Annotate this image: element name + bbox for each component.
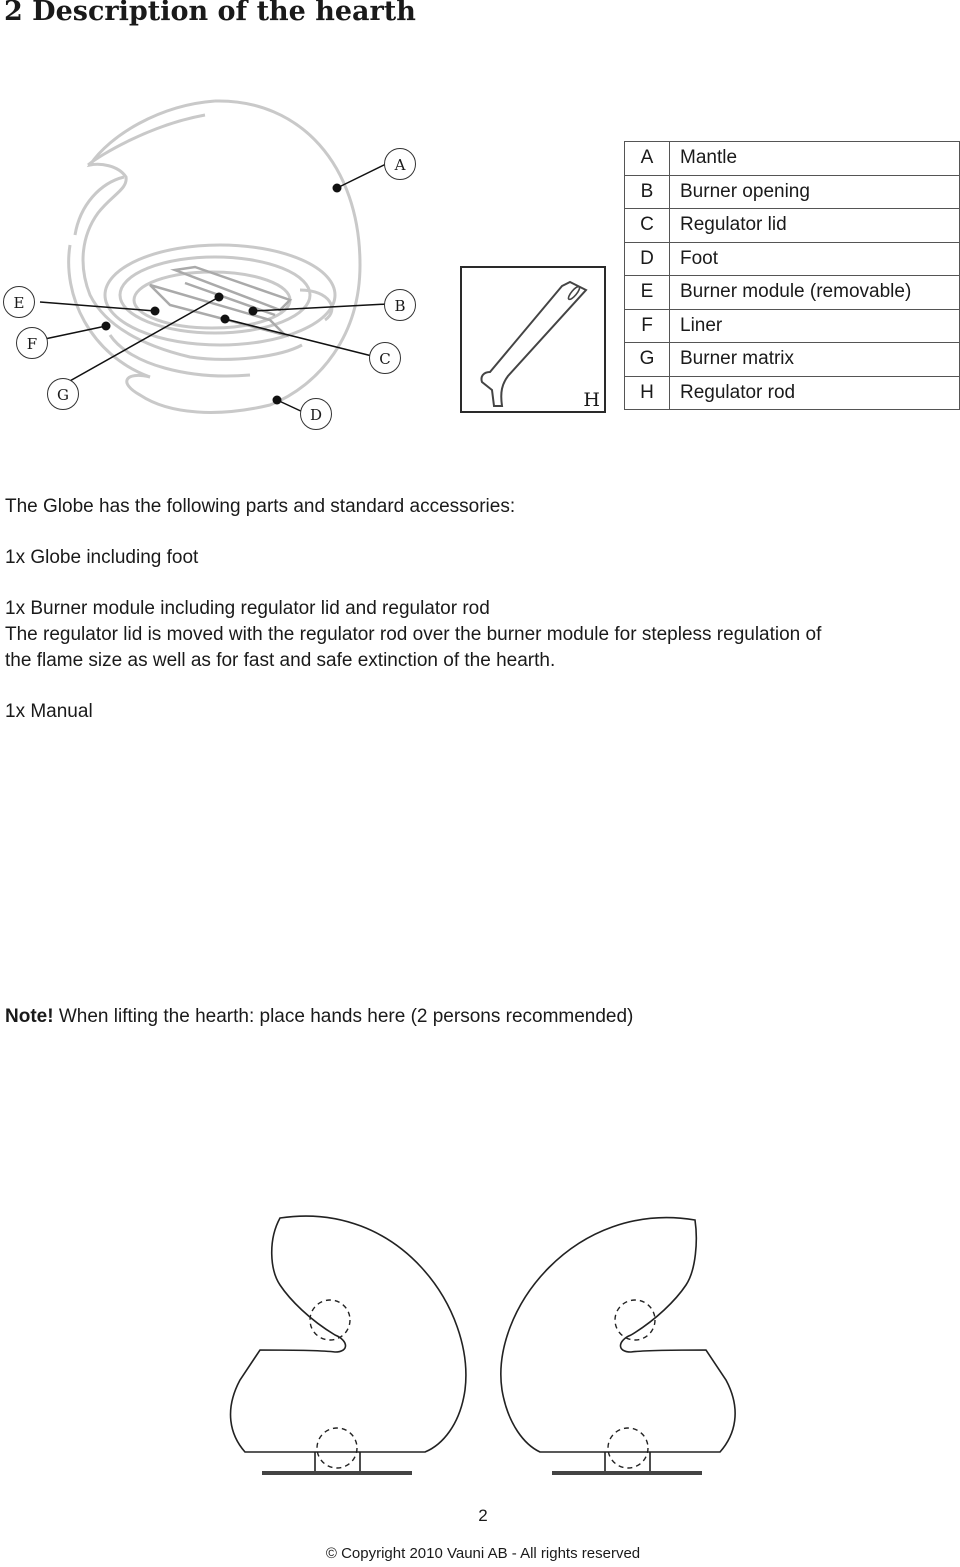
callout-e: E [3, 286, 35, 318]
regulator-rod-figure [460, 266, 606, 413]
part-letter: B [625, 175, 670, 209]
part-name: Foot [670, 242, 960, 276]
burner-description-line-1: The regulator lid is moved with the regulator rod over the burner module for stepless regulation of [5, 624, 822, 645]
parts-row [625, 242, 960, 276]
part-letter: C [625, 209, 670, 243]
page-heading: 2 Description of the hearth [4, 0, 416, 27]
hand-position-marker [317, 1428, 357, 1468]
page-number: 2 [478, 1506, 488, 1525]
part-name: Liner [670, 309, 960, 343]
copyright-notice: © Copyright 2010 Vauni AB - All rights reserved [325, 1545, 641, 1562]
lifting-diagram [210, 1200, 770, 1480]
callout-h: H [583, 389, 600, 411]
item-globe: 1x Globe including foot [5, 547, 199, 568]
callout-d: D [300, 398, 332, 430]
part-name: Regulator rod [670, 376, 960, 410]
parts-row [625, 276, 960, 310]
callout-g: G [47, 378, 79, 410]
callout-a: A [384, 148, 416, 180]
part-name: Burner matrix [670, 343, 960, 377]
parts-row [625, 142, 960, 176]
intro-text: The Globe has the following parts and standard accessories: [5, 496, 516, 517]
part-letter: F [625, 309, 670, 343]
note-text: When lifting the hearth: place hands here (2 persons recommended) [53, 1006, 634, 1027]
hand-position-marker [615, 1300, 655, 1340]
callout-f: F [16, 327, 48, 359]
part-name: Regulator lid [670, 209, 960, 243]
callout-c: C [369, 342, 401, 374]
note-label: Note! [5, 1006, 54, 1027]
item-manual: 1x Manual [5, 701, 93, 722]
parts-row [625, 343, 960, 377]
parts-row [625, 376, 960, 410]
lifting-note [5, 1006, 633, 1028]
parts-row [625, 209, 960, 243]
part-letter: E [625, 276, 670, 310]
callout-b: B [384, 289, 416, 321]
parts-table [624, 141, 960, 410]
burner-description-line-2: the flame size as well as for fast and safe extinction of the hearth. [5, 650, 556, 671]
part-name: Burner module (removable) [670, 276, 960, 310]
item-burner: 1x Burner module including regulator lid and regulator rod [5, 598, 490, 619]
parts-row [625, 175, 960, 209]
parts-row [625, 309, 960, 343]
part-letter: H [625, 376, 670, 410]
hand-position-marker [310, 1300, 350, 1340]
part-letter: D [625, 242, 670, 276]
part-name: Mantle [670, 142, 960, 176]
hand-position-marker [608, 1428, 648, 1468]
part-letter: A [625, 142, 670, 176]
part-name: Burner opening [670, 175, 960, 209]
part-letter: G [625, 343, 670, 377]
